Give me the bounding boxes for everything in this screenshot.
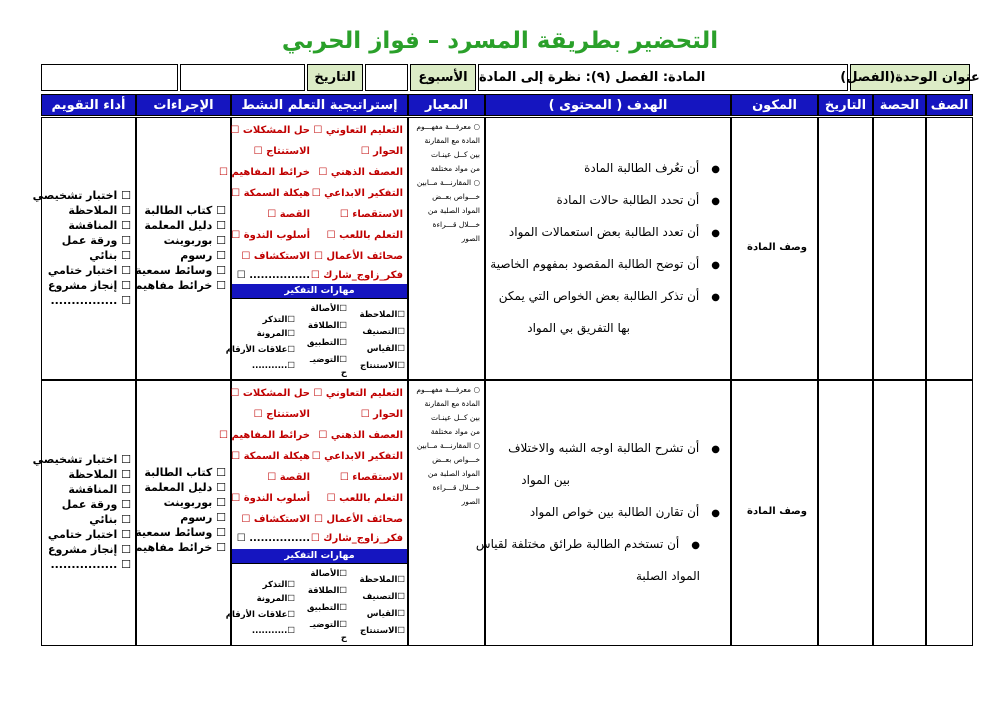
- thinking-option[interactable]: ☐التصنيف: [362, 592, 405, 602]
- strategy-option[interactable]: العصف الذهني ☐: [318, 430, 403, 441]
- procedures-cell: [136, 117, 231, 380]
- thinking-option[interactable]: ☐التذكر: [262, 580, 295, 590]
- strategy-option[interactable]: ................ ☐: [236, 533, 310, 544]
- strategy-option[interactable]: التعلم باللعب ☐: [326, 493, 403, 504]
- strategy-option[interactable]: خرائط المفاهيم ☐: [219, 430, 310, 441]
- goal-item: بين المواد: [521, 473, 570, 487]
- thinking-option[interactable]: ☐التطبيق: [306, 603, 347, 613]
- procedures-cell: [136, 380, 231, 646]
- header-goal: الهدف ( المحتوى ): [485, 94, 731, 116]
- unit-title-label: عنوان الوحدة(الفصل): [850, 64, 970, 91]
- thinking-option[interactable]: ☐التذكر: [262, 315, 295, 325]
- procedure-option[interactable]: ☐ رسوم: [180, 249, 226, 262]
- procedure-option[interactable]: ☐ وسائط سمعية: [135, 526, 226, 539]
- strategy-option[interactable]: القصة ☐: [267, 472, 310, 483]
- goal-cell: [485, 117, 731, 380]
- criterion-cell: [408, 380, 485, 646]
- strategy-option[interactable]: فكر_زاوج_شارك ☐: [310, 533, 403, 544]
- thinking-option[interactable]: ☐التطبيق: [306, 338, 347, 348]
- strategy-option[interactable]: حل المشكلات ☐: [230, 125, 310, 136]
- thinking-option[interactable]: ☐الأصالة: [310, 304, 347, 314]
- date-cell[interactable]: [818, 380, 873, 646]
- criterion-line: المواد الصلبة من: [427, 206, 480, 215]
- criterion-line: خـــواص بعــض: [432, 192, 480, 201]
- goal-item: ●أن تذكر الطالبة بعض الخواص التي يمكن: [498, 289, 720, 303]
- strategy-option[interactable]: الحوار ☐: [360, 409, 403, 420]
- thinking-option[interactable]: ☐القياس: [366, 609, 405, 619]
- thinking-option[interactable]: ☐المرونة: [256, 329, 295, 339]
- assessment-cell: [32, 380, 136, 646]
- goal-item: ●أن تعُرف الطالبة المادة: [584, 161, 720, 175]
- goal-item: بها التفريق بي المواد: [527, 321, 630, 335]
- assessment-option[interactable]: ☐ المناقشة: [68, 219, 131, 232]
- procedure-option[interactable]: ☐ كتاب الطالبة: [144, 466, 226, 479]
- assessment-option[interactable]: ☐ المناقشة: [68, 483, 131, 496]
- strategy-option[interactable]: القصة ☐: [267, 209, 310, 220]
- assessment-option[interactable]: ☐ إنجاز مشروع: [47, 543, 131, 556]
- assessment-option[interactable]: ☐ اختبار ختامي: [47, 264, 131, 277]
- component-cell: [731, 117, 818, 380]
- strategy-option[interactable]: التفكير الابداعي ☐: [311, 188, 403, 199]
- goal-item: ●أن توضح الطالبة المقصود بمفهوم الخاصية: [490, 257, 720, 271]
- strategy-option[interactable]: الاستنتاج ☐: [253, 146, 310, 157]
- week-label: الأسبوع: [410, 64, 476, 91]
- strategy-option[interactable]: الاستقصاء ☐: [339, 472, 403, 483]
- strategy-option[interactable]: العصف الذهني ☐: [318, 167, 403, 178]
- component-text: وصف المادة: [747, 506, 807, 517]
- thinking-option-cont: ح: [340, 633, 347, 643]
- date-label: التاريخ: [307, 64, 363, 91]
- procedure-option[interactable]: ☐ رسوم: [180, 511, 226, 524]
- strategy-option[interactable]: الاستنتاج ☐: [253, 409, 310, 420]
- thinking-option[interactable]: ☐الاستنتاج: [360, 361, 405, 371]
- assessment-option[interactable]: ☐ ورقة عمل: [61, 498, 131, 511]
- strategy-cell: [219, 117, 408, 380]
- criterion-line: من مواد مختلفة: [430, 164, 480, 173]
- header-strategy: إستراتيجية التعلم النشط: [231, 94, 408, 116]
- strategy-option[interactable]: الاستكشاف ☐: [241, 514, 310, 525]
- thinking-skills-header: مهارات التفكير: [232, 549, 407, 563]
- thinking-option-cont: ح: [340, 368, 347, 378]
- assessment-option[interactable]: ☐ ................: [50, 294, 131, 307]
- criterion-line: الصور: [461, 234, 480, 243]
- strategy-option[interactable]: هيكلة السمكة ☐: [231, 188, 310, 199]
- strategy-option[interactable]: التعليم التعاوني ☐: [313, 388, 403, 399]
- strategy-option[interactable]: الاستقصاء ☐: [339, 209, 403, 220]
- thinking-option[interactable]: ☐التوضيـ: [309, 620, 347, 630]
- assessment-option[interactable]: ☐ ورقة عمل: [61, 234, 131, 247]
- strategy-option[interactable]: صحائف الأعمال ☐: [313, 514, 403, 525]
- strategy-option[interactable]: الحوار ☐: [360, 146, 403, 157]
- criterion-line: بين كــل عينـات: [430, 150, 480, 159]
- thinking-option[interactable]: ☐القياس: [366, 344, 405, 354]
- header-procedures: الإجراءات: [136, 94, 231, 116]
- goal-item: ●أن تحدد الطالبة حالات المادة: [556, 193, 720, 207]
- thinking-option[interactable]: ☐...........: [251, 626, 295, 636]
- assessment-option[interactable]: ☐ الملاحظة: [68, 468, 131, 481]
- criterion-line: ○ المقارنـــة مــابين: [416, 441, 480, 450]
- criterion-line: خـــواص بعــض: [432, 455, 480, 464]
- thinking-option[interactable]: ☐المرونة: [256, 594, 295, 604]
- header-assessment: أداء التقويم: [41, 94, 136, 116]
- class-cell[interactable]: [926, 380, 973, 646]
- date-cell[interactable]: [818, 117, 873, 380]
- criterion-line: ○ المقارنـــة مــابين: [416, 178, 480, 187]
- header-criterion: المعيار: [408, 94, 485, 116]
- procedure-option[interactable]: ☐ خرائط مفاهيم: [134, 541, 226, 554]
- week-value-field[interactable]: [365, 64, 408, 91]
- criterion-line: الصور: [461, 497, 480, 506]
- strategy-option[interactable]: التعلم باللعب ☐: [326, 230, 403, 241]
- strategy-option[interactable]: التفكير الابداعي ☐: [311, 451, 403, 462]
- assessment-option[interactable]: ☐ بنائي: [89, 513, 131, 526]
- procedure-option[interactable]: ☐ دليل المعلمة: [144, 219, 226, 232]
- criterion-line: ○ معرفـــة مفهـــوم: [416, 385, 480, 394]
- strategy-cell: [219, 380, 408, 646]
- procedure-option[interactable]: ☐ بوربوينت: [163, 496, 226, 509]
- strategy-option[interactable]: هيكلة السمكة ☐: [231, 451, 310, 462]
- criterion-line: المواد الصلبة من: [427, 469, 480, 478]
- component-cell: [731, 380, 818, 646]
- goal-cell: [475, 380, 731, 646]
- criterion-line: المادة مع المقارنة: [424, 399, 480, 408]
- header-period: الحصة: [873, 94, 926, 116]
- assessment-option[interactable]: ☐ إنجاز مشروع: [47, 279, 131, 292]
- header-class: الصف: [926, 94, 973, 116]
- assessment-option[interactable]: ☐ اختبار ختامي: [47, 528, 131, 541]
- thinking-option[interactable]: ☐...........: [251, 361, 295, 371]
- thinking-option[interactable]: ☐الطلاقة: [307, 321, 347, 331]
- strategy-option[interactable]: صحائف الأعمال ☐: [313, 251, 403, 262]
- assessment-option[interactable]: ☐ ................: [50, 558, 131, 571]
- component-text: وصف المادة: [747, 242, 807, 253]
- strategy-option[interactable]: ................ ☐: [236, 270, 310, 281]
- thinking-option[interactable]: ☐علاقات الأرقام: [225, 610, 295, 620]
- thinking-option[interactable]: ☐التصنيف: [362, 327, 405, 337]
- strategy-option[interactable]: حل المشكلات ☐: [230, 388, 310, 399]
- date-value-field[interactable]: [180, 64, 305, 91]
- procedure-option[interactable]: ☐ بوربوينت: [163, 234, 226, 247]
- period-cell[interactable]: [873, 117, 926, 380]
- thinking-option[interactable]: ☐الملاحظة: [359, 310, 405, 320]
- extra-field[interactable]: [41, 64, 178, 91]
- thinking-option[interactable]: ☐علاقات الأرقام: [225, 345, 295, 355]
- goal-item: ●أن تستخدم الطالبة طرائق مختلفة لقياس: [475, 537, 700, 551]
- procedure-option[interactable]: ☐ كتاب الطالبة: [144, 204, 226, 217]
- procedure-option[interactable]: ☐ دليل المعلمة: [144, 481, 226, 494]
- assessment-option[interactable]: ☐ بنائي: [89, 249, 131, 262]
- strategy-option[interactable]: أسلوب الندوة ☐: [231, 230, 310, 241]
- thinking-option[interactable]: ☐الملاحظة: [359, 575, 405, 585]
- criterion-line: ○ معرفـــة مفهـــوم: [416, 122, 480, 131]
- subject-label: المادة: الفصل (٩): نظرة إلى المادة: [478, 64, 848, 91]
- criterion-line: المادة مع المقارنة: [424, 136, 480, 145]
- criterion-line: خـــلال قـــراءة: [432, 220, 480, 229]
- thinking-option[interactable]: ☐الأصالة: [310, 569, 347, 579]
- thinking-option[interactable]: ☐التوضيـ: [309, 355, 347, 365]
- assessment-option[interactable]: ☐ اختبار تشخيصي: [32, 189, 131, 202]
- thinking-skills-header: مهارات التفكير: [232, 284, 407, 298]
- strategy-option[interactable]: التعليم التعاوني ☐: [313, 125, 403, 136]
- goal-item: ●أن تشرح الطالبة اوجه الشبه والاختلاف: [508, 441, 720, 455]
- assessment-option[interactable]: ☐ اختبار تشخيصي: [32, 453, 131, 466]
- assessment-cell: [32, 117, 136, 380]
- class-cell[interactable]: [926, 117, 973, 380]
- criterion-cell: [408, 117, 485, 380]
- strategy-option[interactable]: خرائط المفاهيم ☐: [219, 167, 310, 178]
- goal-item: ●أن تعدد الطالبة بعض استعمالات المواد: [508, 225, 720, 239]
- strategy-option[interactable]: الاستكشاف ☐: [241, 251, 310, 262]
- goal-item: المواد الصلبة: [635, 569, 700, 583]
- criterion-line: خـــلال قـــراءة: [432, 483, 480, 492]
- thinking-option[interactable]: ☐الاستنتاج: [360, 626, 405, 636]
- header-date: التاريخ: [818, 94, 873, 116]
- goal-item: ●أن تقارن الطالبة بين خواص المواد: [529, 505, 720, 519]
- page-title: التحضير بطريقة المسرد – فواز الحربي: [281, 28, 719, 54]
- procedure-option[interactable]: ☐ وسائط سمعية: [135, 264, 226, 277]
- strategy-option[interactable]: فكر_زاوج_شارك ☐: [310, 270, 403, 281]
- strategy-option[interactable]: أسلوب الندوة ☐: [231, 493, 310, 504]
- criterion-line: من مواد مختلفة: [430, 427, 480, 436]
- procedure-option[interactable]: ☐ خرائط مفاهيم: [134, 279, 226, 292]
- criterion-line: بين كــل عينـات: [430, 413, 480, 422]
- assessment-option[interactable]: ☐ الملاحظة: [68, 204, 131, 217]
- header-component: المكون: [731, 94, 818, 116]
- period-cell[interactable]: [873, 380, 926, 646]
- thinking-option[interactable]: ☐الطلاقة: [307, 586, 347, 596]
